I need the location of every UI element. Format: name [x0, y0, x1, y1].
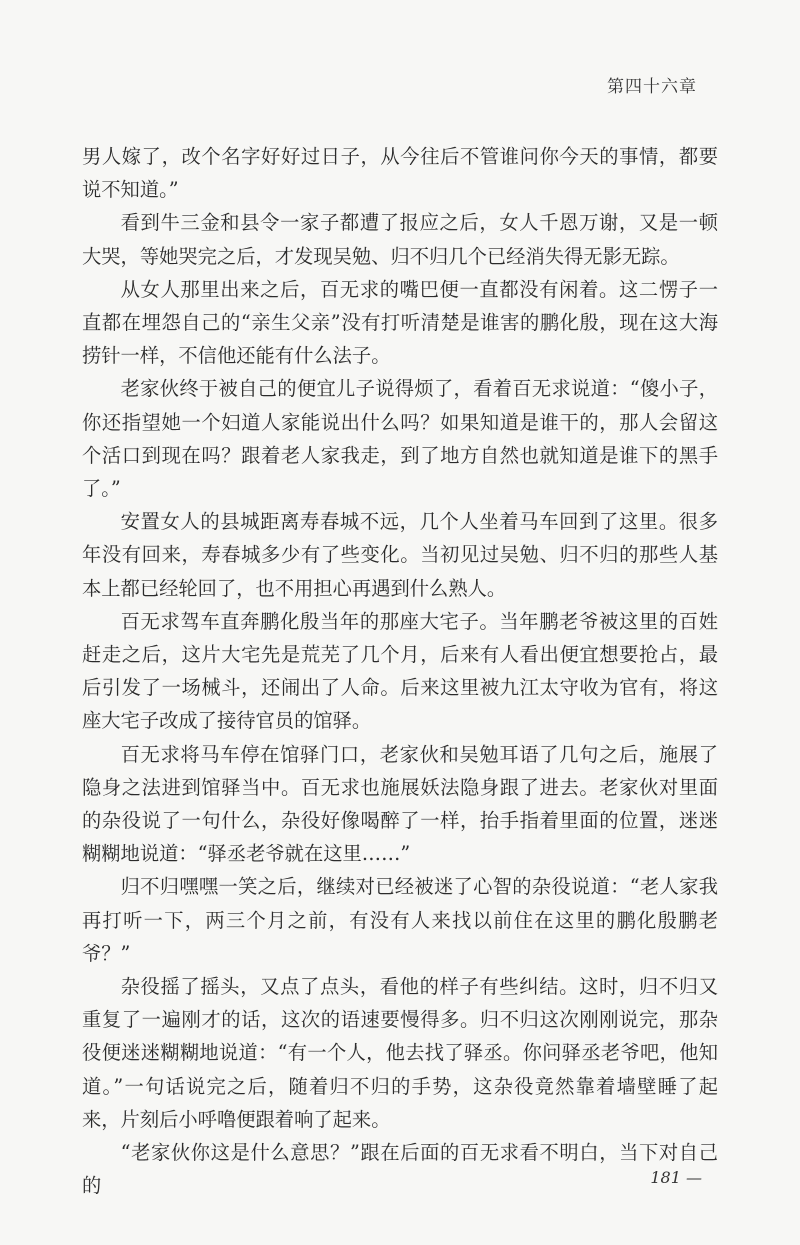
paragraph: “老家伙你这是什么意思？”跟在后面的百无求看不明白，当下对自己的 — [82, 1141, 718, 1198]
paragraph: 老家伙终于被自己的便宜儿子说得烦了，看着百无求说道：“傻小子，你还指望她一个妇道人家能说出什么吗？如果知道是谁干的，那人会留这个活口到现在吗？跟着老人家我走，到了地方自然也就知道是谁下的黑手了。” — [82, 377, 718, 501]
page-number: 181 — — [650, 1168, 702, 1187]
paragraph: 看到牛三金和县令一家子都遭了报应之后，女人千恩万谢，又是一顿大哭，等她哭完之后，才发现吴勉、归不归几个已经消失得无影无踪。 — [82, 211, 718, 268]
paragraph: 从女人那里出来之后，百无求的嘴巴便一直都没有闲着。这二愣子一直都在埋怨自己的“亲生父亲”没有打听清楚是谁害的鹏化殷，现在这大海捞针一样，不信他还能有什么法子。 — [82, 277, 718, 368]
paragraph: 杂役摇了摇头，又点了点头，看他的样子有些纠结。这时，归不归又重复了一遍刚才的话，这次的语速要慢得多。归不归这次刚刚说完，那杂役便迷迷糊糊地说道：“有一个人，他去找了驿丞。你问驿丞老爷吧，他知道。”一句话说完之后，随着归不归的手势，这杂役竟然靠着墙壁睡了起来，片刻后小呼噜便跟着响了起来。 — [82, 975, 718, 1131]
paragraph: 安置女人的县城距离寿春城不远，几个人坐着马车回到了这里。很多年没有回来，寿春城多少有了些变化。当初见过吴勉、归不归的那些人基本上都已经轮回了，也不用担心再遇到什么熟人。 — [82, 510, 718, 600]
chapter-header: 第四十六章 — [607, 77, 697, 97]
paragraph: 百无求将马车停在馆驿门口，老家伙和吴勉耳语了几句之后，施展了隐身之法进到馆驿当中。百无求也施展妖法隐身跟了进去。老家伙对里面的杂役说了一句什么，杂役好像喝醉了一样，抬手指着里面的位置，迷迷糊糊地说道：“驿丞老爷就在这里……” — [82, 742, 718, 866]
paragraph: 男人嫁了，改个名字好好过日子，从今往后不管谁问你今天的事情，都要说不知道。” — [82, 145, 718, 202]
body-text — [82, 140, 718, 1203]
paragraph: 百无求驾车直奔鹏化殷当年的那座大宅子。当年鹏老爷被这里的百姓赶走之后，这片大宅先是荒芜了几个月，后来有人看出便宜想要抢占，最后引发了一场械斗，还闹出了人命。后来这里被九江太守收为官有，将这座大宅子改成了接待官员的馆驿。 — [82, 609, 718, 733]
paragraph: 归不归嘿嘿一笑之后，继续对已经被迷了心智的杂役说道：“老人家我再打听一下，两三个月之前，有没有人来找以前住在这里的鹏化殷鹏老爷？” — [82, 875, 718, 965]
